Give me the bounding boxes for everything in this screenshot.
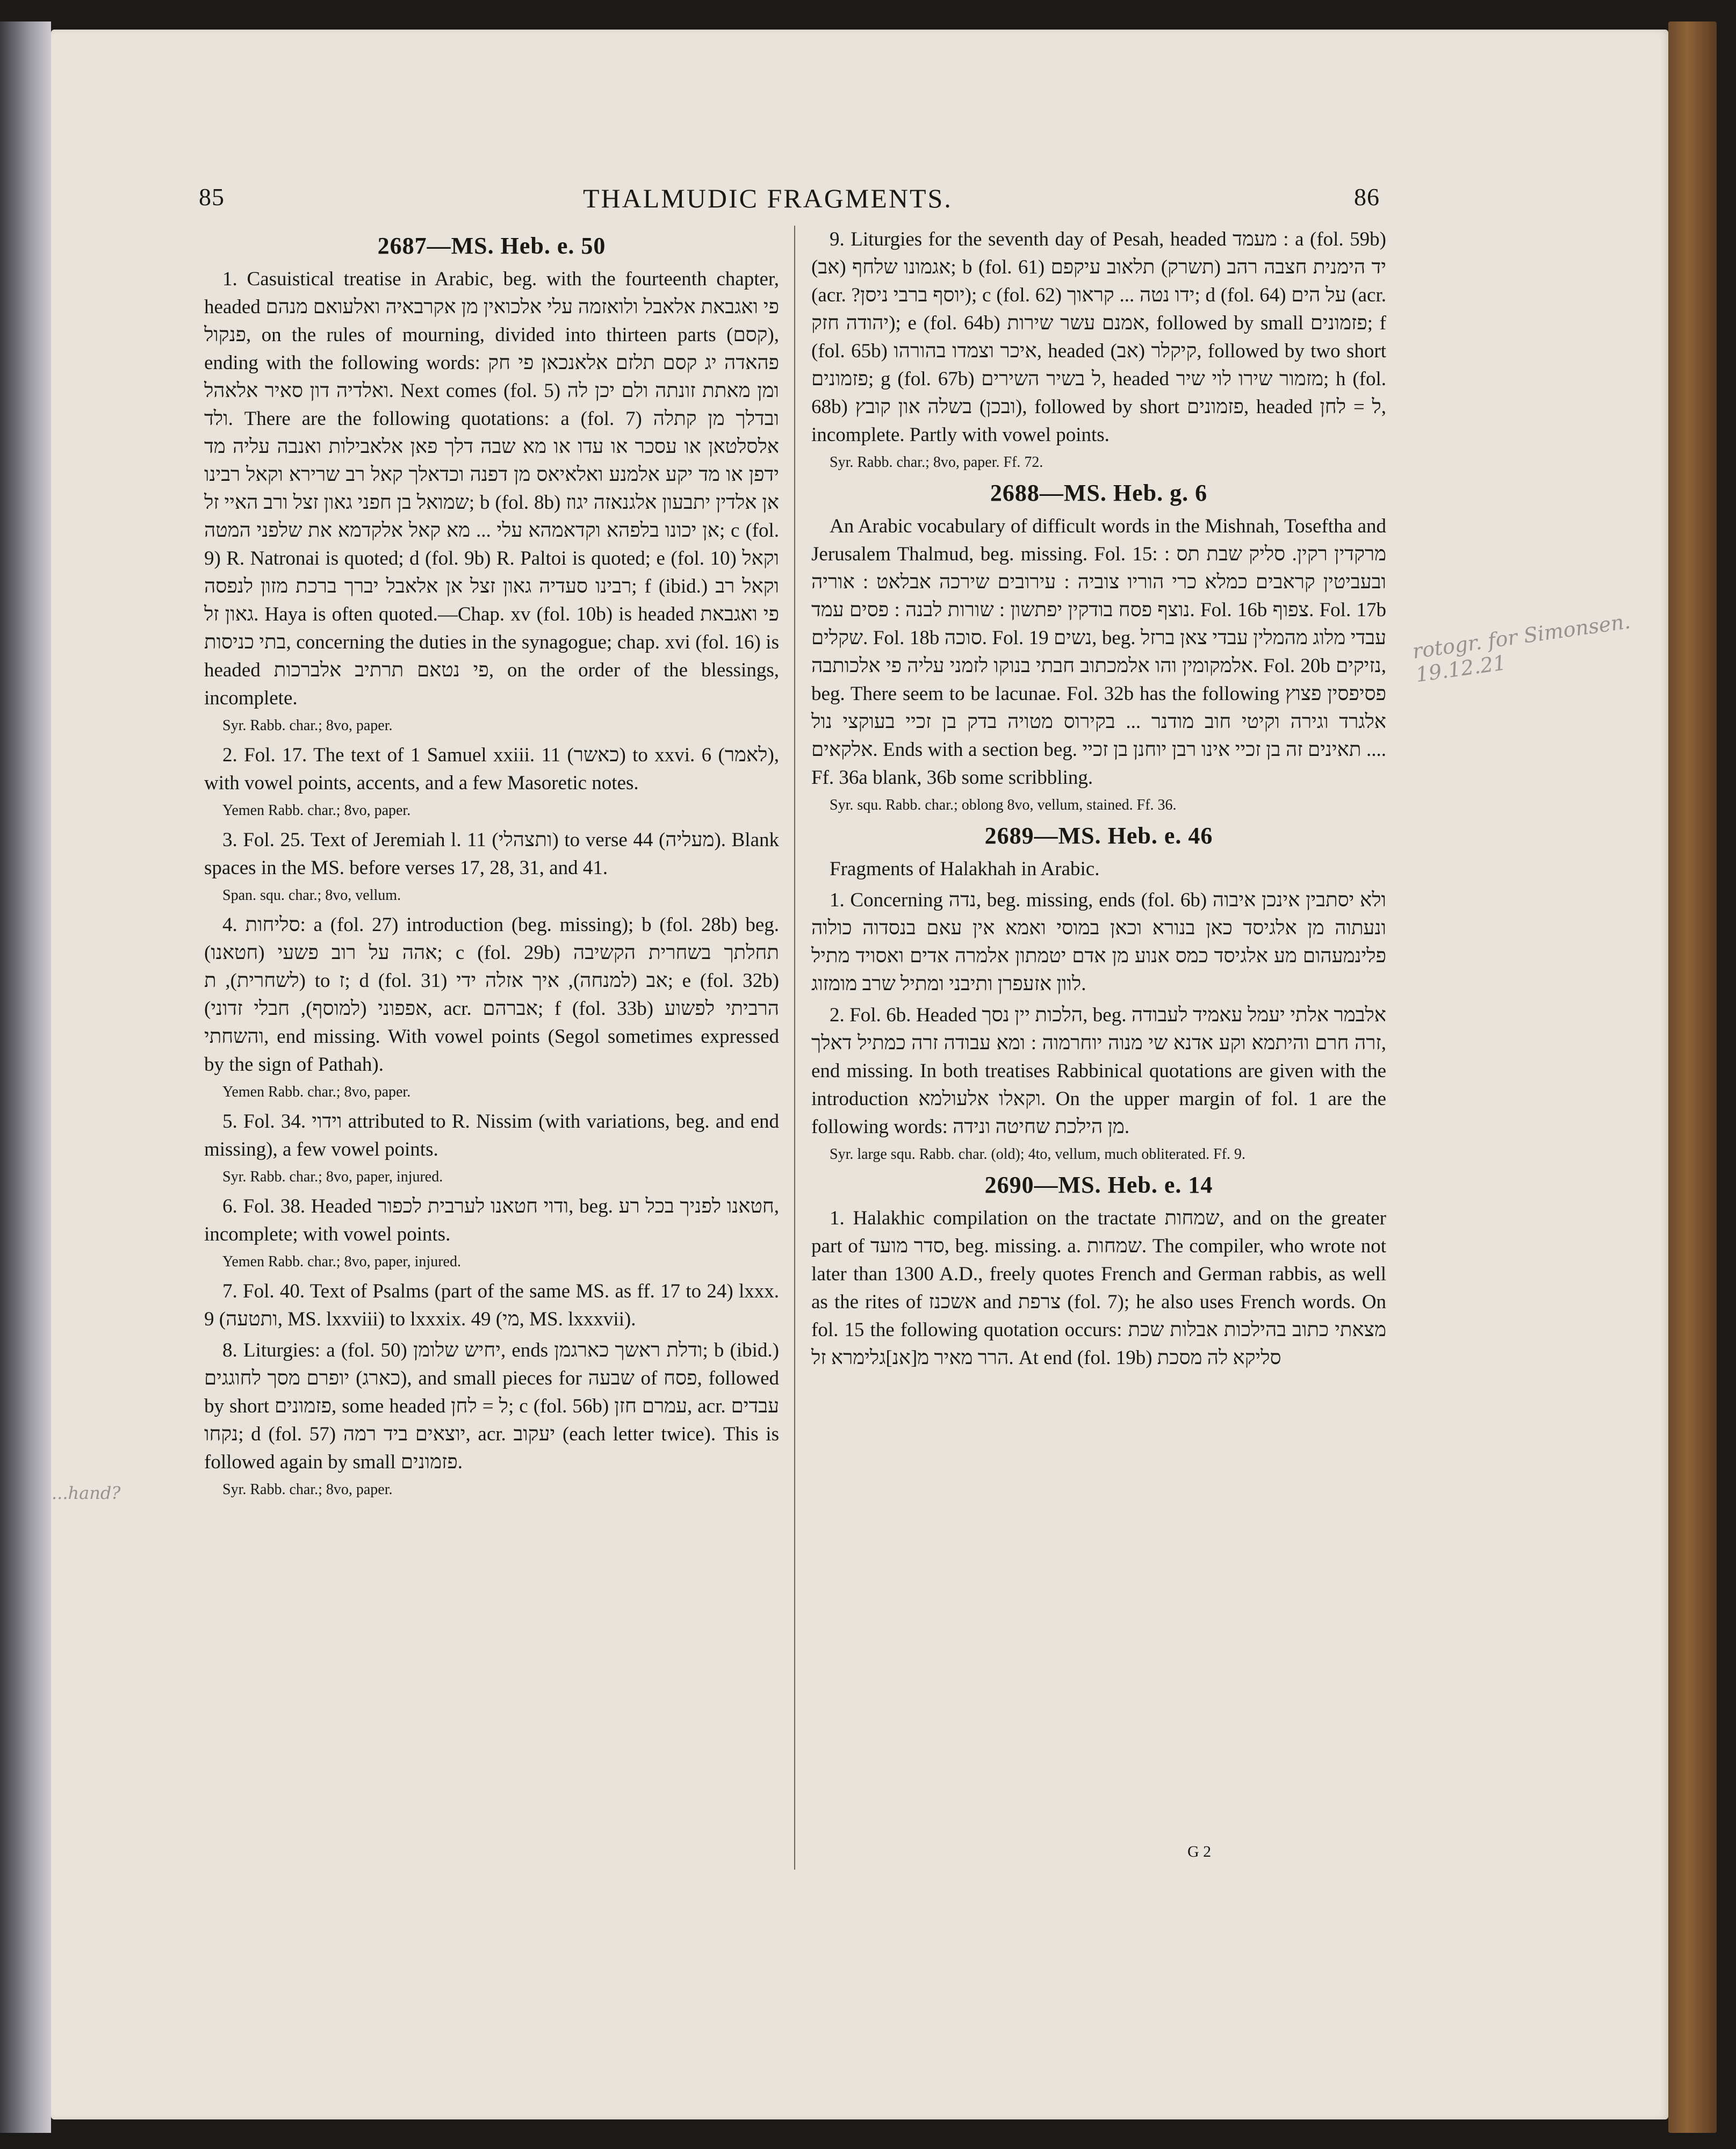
book-edge-left xyxy=(0,21,51,2133)
ms-description-note: Syr. Rabb. char.; 8vo, paper. Ff. 72. xyxy=(830,454,1043,471)
ms-description-note: Yemen Rabb. char.; 8vo, paper. xyxy=(222,1084,411,1100)
page-running-title: THALMUDIC FRAGMENTS. xyxy=(583,183,953,213)
ms-description-note: Syr. squ. Rabb. char.; oblong 8vo, vellum, stained. Ff. 36. xyxy=(830,797,1177,813)
ms-description-note: Span. squ. char.; 8vo, vellum. xyxy=(222,887,401,904)
ms-entry-paragraph: 1. Concerning נדה, beg. missing, ends (fol. 6b) ולא יסתבין אינכן איבוה ונעתוה מן אלגיסד כאן בנורא וכאן במוסי ואמא אין עאם בנסדוה כולוה פלינמעהום מע אלגיסד כמס אנוע מן אדם יטמתון אלמרה אדים ואסויד מתיל לוון אזעפרן ותיבני ומתיל שרב מומזוג. xyxy=(811,889,1387,995)
ms-entry-heading: 2689—MS. Heb. e. 46 xyxy=(984,823,1213,849)
ms-description-note: Syr. Rabb. char.; 8vo, paper. xyxy=(222,1481,393,1498)
ms-description-note: Yemen Rabb. char.; 8vo, paper, injured. xyxy=(222,1253,461,1270)
ms-entry-paragraph: 2. Fol. 17. The text of 1 Samuel xxiii. 11 (כאשר) to xxvi. 6 (לאמר), with vowel points, accents, and a few Masoretic notes. xyxy=(204,744,780,794)
margin-note-right: rotogr. for Simonsen. 19.12.21 xyxy=(1411,609,1632,687)
ms-entry-paragraph: 2. Fol. 6b. Headed הלכות יין נסך, beg. אלבמר אלתי יעמל עאמיד לעבודה זרה חרם והיתמא וקע אדנא שי מנוה יוחרמוה : ומא עבודה זרה כמתיל דאלך, end missing. In both treatises Rabbinical quotations are given with the introduction וקאלו אלעולמא. On the upper margin of fol. 1 are the following words: מן הילכת שחיטה ונידה. xyxy=(811,1004,1387,1138)
ms-entry-paragraph: 3. Fol. 25. Text of Jeremiah l. 11 (ותצהלי) to verse 44 (מעליה). Blank spaces in the MS. before verses 17, 28, 31, and 41. xyxy=(204,829,779,879)
ms-entry-paragraph: 6. Fol. 38. Headed ודוי חטאנו לערבית לכפור, beg. חטאנו לפניך בכל רע, incomplete; with vowel points. xyxy=(204,1195,779,1245)
ms-entry-heading: 2688—MS. Heb. g. 6 xyxy=(990,480,1208,506)
ms-entry-heading: 2690—MS. Heb. e. 14 xyxy=(984,1172,1213,1198)
ms-entry-heading: 2687—MS. Heb. e. 50 xyxy=(377,233,606,259)
ms-entry-paragraph: Fragments of Halakhah in Arabic. xyxy=(830,858,1100,880)
margin-note-left: ...hand? xyxy=(52,1483,121,1503)
ms-entry-paragraph: 9. Liturgies for the seventh day of Pesah, headed מעמד : a (fol. 59b) אגמונו שלחף (אב); b (fol. 61) יד הימנית חצבה רהב (תשרק) תלאוב עיקפם (acr. ?יוסף ברבי ניסן); c (fol. 62) ידו נטה ... קראוך; d (fol. 64) על הים (acr. יהודה חזק); e (fol. 64b) אמנם עשר שירות, followed by small פזמונים; f (fol. 65b) איכר וצמדו בהורהו, headed קיקלר (אב), followed by two short פזמונים; g (fol. 67b) ל בשיר השירים, headed מזמור שירו לוי שיר; h (fol. 68b) ובכן) בשלה און קובץ), followed by short פזמונים, headed ל = לחן, incomplete. Partly with vowel points. xyxy=(811,228,1387,446)
ms-description-note: Syr. Rabb. char.; 8vo, paper. xyxy=(222,717,393,734)
ms-description-note: Syr. large squ. Rabb. char. (old); 4to, vellum, much obliterated. Ff. 9. xyxy=(830,1146,1246,1163)
ms-entry-paragraph: 7. Fol. 40. Text of Psalms (part of the same MS. as ff. 17 to 24) lxxx. 9 (ותטעה, MS. lxxviii) to lxxxix. 49 (מי, MS. lxxxvii). xyxy=(204,1280,779,1330)
left-column xyxy=(204,226,779,1505)
right-page-number: 86 xyxy=(1354,183,1380,211)
column-divider xyxy=(794,226,795,1870)
ms-description-note: Yemen Rabb. char.; 8vo, paper. xyxy=(222,802,411,819)
left-page-number: 85 xyxy=(199,183,225,211)
ms-entry-paragraph: An Arabic vocabulary of difficult words in the Mishnah, Toseftha and Jerusalem Thalmud, beg. missing. Fol. 15: מרקדין רקין. סליק שבת תס : ובעביטין קראבים כמלא כרי הוריו צוביה : עירובים שירכה אבלאט : אוריה נוצף פסח בודקין יפתשון : שורות לבנה : פסים עמד. Fol. 16b צפוף. Fol. 17b שקלים. Fol. 18b סוכה. Fol. 19 נשים, beg. עבדי מלוג מהמלין עבדי צאן ברזל אלמקומין והו אלמכתוב חבתי בנוקו לזמני עליה פי אלכותבה. Fol. 20b נזיקים, beg. There seem to be lacunae. Fol. 32b has the following פסיפסין פצוץ אלגרד וגירה וקיטי חוב מודנר ... בקירוס מטויה בדק בן זכיי בעוקצי נול אלקאים. Ends with a section beg. תאינים זה בן זכיי אינו רבן יוחנן בן זכיי .... Ff. 36a blank, 36b some scribbling. xyxy=(811,515,1387,789)
book-spine xyxy=(1668,21,1717,2133)
ms-entry-paragraph: 8. Liturgies: a (fol. 50) יחיש שלומן, ends ודלת ראשך כארגמן; b (ibid.) כארג) יופרם מסך לחוגגים), and small pieces for שבעה of פסח, followed by short פזמונים, some headed ל = לחן; c (fol. 56b) עמרם חזן, acr. עבדים נקחו; d (fol. 57) יוצאים ביד רמה, acr. יעקוב (each letter twice). This is followed again by small פזמונים. xyxy=(204,1339,780,1473)
ms-entry-paragraph: 1. Halakhic compilation on the tractate שמחות, and on the greater part of סדר מועד, beg. missing. a. שמחות. The compiler, who wrote not later than 1300 A.D., freely quotes French and German rabbis, as well as the rites of אשכנז and צרפת (fol. 7); he also uses French words. On fol. 15 the following quotation occurs: מצאתי כתוב בהילכות אבלות שכת הרר מאיר מ[אנ]גלימרא זל. At end (fol. 19b) סליקא לה מסכת xyxy=(811,1207,1386,1369)
ms-entry-paragraph: 5. Fol. 34. וידוי attributed to R. Nissim (with variations, beg. and end missing), a few vowel points. xyxy=(204,1110,779,1160)
ms-entry-paragraph: 4. סליחות: a (fol. 27) introduction (beg. missing); b (fol. 28b) beg. אהה על רוב פשעי (חטאנו); c (fol. 29b) תחלתך בשחרית הקשיבה (לשחרית), ת to ז; d (fol. 31) אב (למנחה), איך אזלה ידי; e (fol. 32b) (אפפוני (למוסף), חבלי זדוני, acr. אברהם; f (fol. 33b) הרביתי לפשוע והשחתי, end missing. With vowel points (Segol sometimes expressed by the sign of Pathah). xyxy=(204,914,780,1076)
signature-mark: G 2 xyxy=(1187,1843,1212,1860)
ms-description-note: Syr. Rabb. char.; 8vo, paper, injured. xyxy=(222,1169,443,1185)
ms-entry-paragraph: 1. Casuistical treatise in Arabic, beg. with the fourteenth chapter, headed פי ואגבאת אלאבל ולואזמה עלי אלכואין מן אקרבאיה ואלעואם מנהם פנקול, on the rules of mourning, divided into thirteen parts (קסם), ending with the following words: פהאדה יג קסם תלזם אלאנכאן פי חק ואלדיה דון סאיר אלאהל. Next comes (fol. 5) ומן מאתת זונתה ולם יכן לה ולד. There are the following quotations: a (fol. 7) ובדלך מן קתלה אלסלטאן או עסכר או עדו או מא שבה דלך פאן אלאבילות ואנבה עליה מד ידפן או מד יקע אלמנע ואלאיאס מן דפנה וכדאלך קאל רב שרירא וקאל רבינו שמואל בן חפני גאון זצל ורב האיי זל; b (fol. 8b) אן אלדין יתבעון אלגנאזה יגוז אן יכונו בלפהא וקדאמהא עלי ... מא קאל אלקדמא את שלפני המטה; c (fol. 9) R. Natronai is quoted; d (fol. 9b) R. Paltoi is quoted; e (fol. 10) וקאל רבינו סעדיה גאון זצל אן אלאבל יברך ברכת מזון לנפסה; f (ibid.) וקאל רב גאון זל. Haya is often quoted.—Chap. xv (fol. 10b) is headed פי ואגבאת בתי כניסות, concerning the duties in the synagogue; chap. xvi (fol. 16) is headed פי נטאם תרתיב אלברכות, on the order of the blessings, incomplete. xyxy=(204,268,779,709)
right-column xyxy=(811,226,1386,1375)
